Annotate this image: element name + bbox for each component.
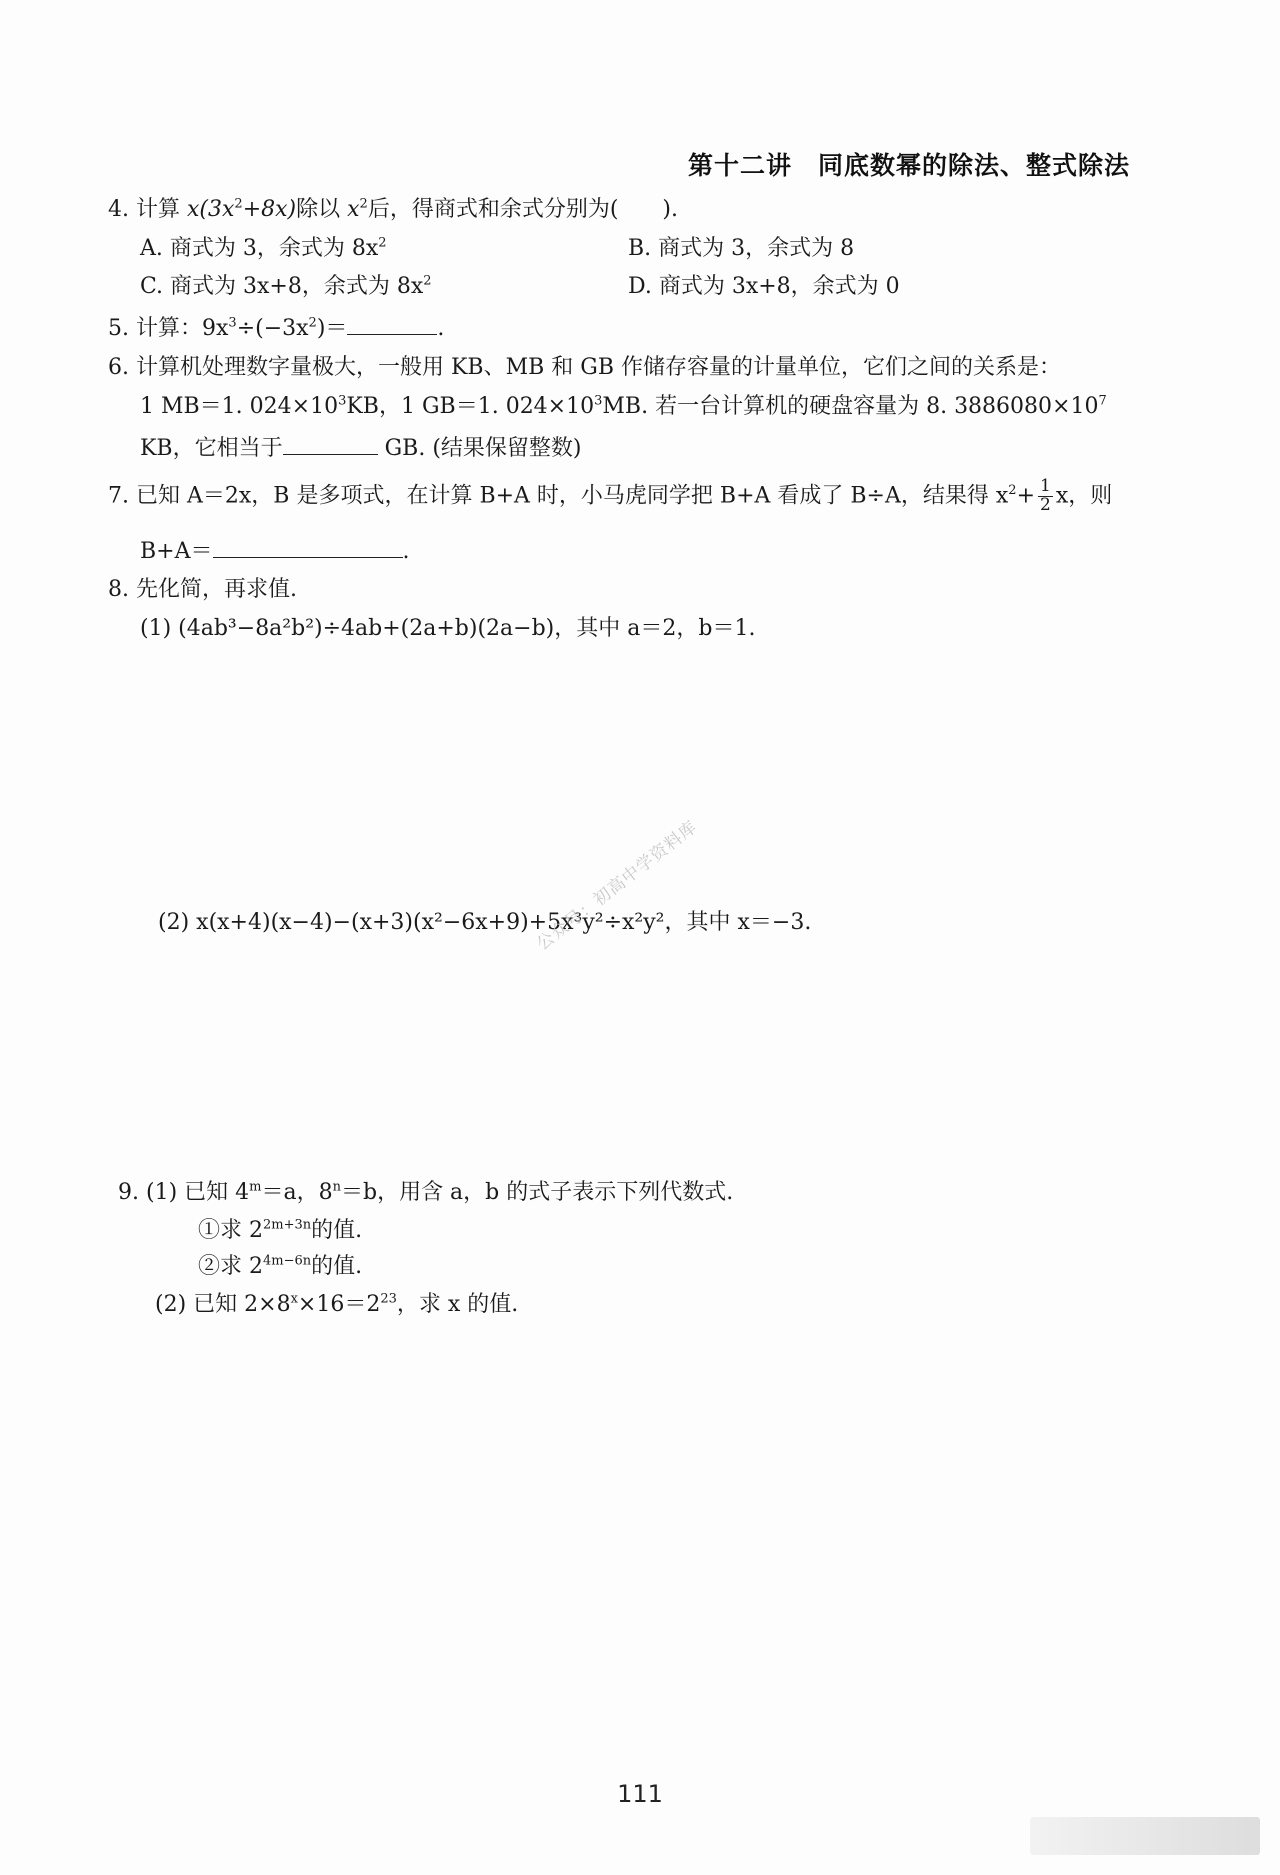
question-number: 9. — [118, 1180, 139, 1205]
option-a: A. 商式为 3，余式为 $8x^2$ — [140, 235, 387, 261]
question-9-part-1: 9. (1) 已知 $4^m=a$，$8^n=b$，用含 a，b 的式子表示下列代数式. — [118, 1179, 734, 1205]
question-8-part-2: (2) x(x+4)(x−4)−(x+3)(x²−6x+9)+5x³y²÷x²y²，其中 x＝−3. — [158, 910, 812, 935]
page-number: 111 — [617, 1780, 663, 1808]
question-7-line-1: 7. 已知 A＝2x，B 是多项式，在计算 B+A 时，小马虎同学把 B+A 看成了 B÷A，结果得 $x^2+$ $\frac{1}{2}$ x，则 — [108, 476, 1113, 515]
question-number: 6. — [108, 355, 129, 380]
option-b: B. 商式为 3，余式为 8 — [628, 236, 855, 261]
question-6-line-3: KB，它相当于 GB. (结果保留整数) — [140, 436, 582, 461]
watermark-text: 公众号：初高中学资料库 — [533, 817, 702, 955]
fraction-one-half: $\frac{1}{2}$ — [1040, 476, 1051, 515]
question-number: 4. — [108, 197, 129, 222]
question-number: 5. — [108, 316, 129, 341]
question-number: 8. — [108, 577, 129, 602]
question-5: 5. 计算：$9x^3\div(-3x^2)=$ . — [108, 315, 445, 341]
question-8-part-1: (1) (4ab³−8a²b²)÷4ab+(2a+b)(2a−b)，其中 a＝2，b＝1. — [140, 616, 756, 641]
question-9-part-2: (2) 已知 $2\times 8^x\times 16=2^{23}$，求 x 的值. — [155, 1291, 519, 1317]
option-d: D. 商式为 3x+8，余式为 0 — [628, 274, 900, 299]
question-number: 7. — [108, 483, 129, 509]
question-6-line-2: 1 MB＝1. $024\times 10^3KB$，1 GB＝1. $024\times 10^3MB$. 若一台计算机的硬盘容量为 8. $3886080\times 10^7$ — [140, 393, 1107, 419]
answer-blank[interactable] — [347, 314, 437, 335]
question-6-line-1: 6. 计算机处理数字量极大，一般用 KB、MB 和 GB 作储存容量的计量单位，它们之间的关系是： — [108, 355, 1062, 380]
question-9-sub-1: ①求 $2^{2m+3n}$的值. — [198, 1217, 363, 1243]
question-7-line-2: B+A＝ . — [140, 539, 410, 564]
question-8-title: 8. 先化简，再求值. — [108, 577, 297, 602]
option-c: C. 商式为 3x+8，余式为 $8x^2$ — [140, 273, 432, 299]
corner-logo-mark — [1030, 1817, 1260, 1855]
question-9-sub-2: ②求 $2^{4m-6n}$的值. — [198, 1253, 363, 1279]
answer-blank[interactable] — [213, 537, 403, 558]
question-4-stem: 4. 计算 $x(3x^2+8x)$除以 $x^2$后，得商式和余式分别为( ). — [108, 196, 678, 222]
section-header: 第十二讲 同底数幂的除法、整式除法 — [687, 151, 1130, 180]
answer-blank[interactable] — [283, 434, 378, 455]
